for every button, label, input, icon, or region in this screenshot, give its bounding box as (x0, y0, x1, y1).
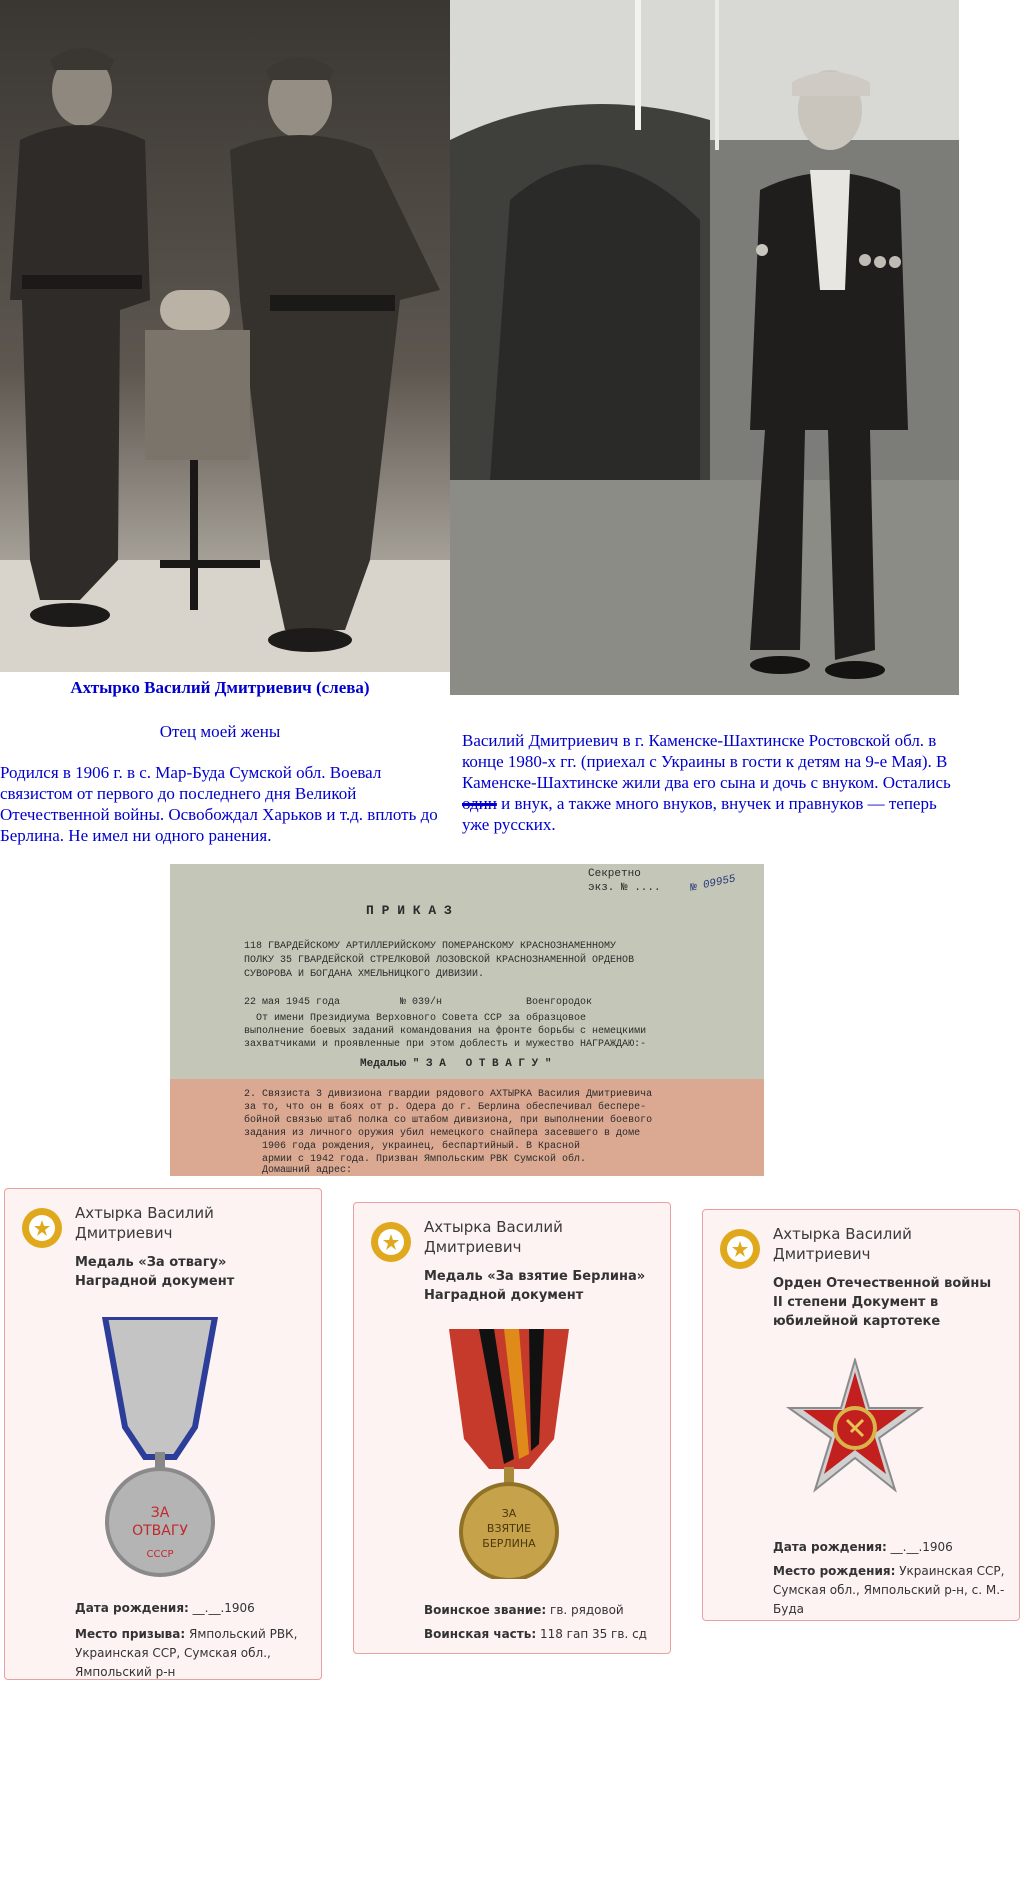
card-person-name[interactable]: Ахтырка Василий Дмитриевич (424, 1218, 563, 1256)
doc-line3: СУВОРОВА И БОГДАНА ХМЕЛЬНИЦКОГО ДИВИЗИИ. (244, 969, 485, 980)
field-label: Дата рождения: (75, 1601, 189, 1615)
order-document-scan (170, 864, 764, 1176)
caption-name: Ахтырко Василий Дмитриевич (слева) (70, 678, 370, 697)
doc-line5: выполнение боевых заданий командования на фронте борьбы с немецкими (244, 1026, 647, 1037)
caption-right-part2: и внук, а также много внуков, внучек и правнуков — теперь уже русских. (462, 794, 937, 834)
doc-date: 22 мая 1945 года № 039/н Военгородок (244, 997, 593, 1008)
field-label: Дата рождения: (773, 1540, 887, 1554)
card-draft-place (75, 1625, 315, 1680)
card-unit (424, 1625, 664, 1644)
medal-text-sssr: СССР (146, 1549, 174, 1560)
doc-line1: 118 ГВАРДЕЙСКОМУ АРТИЛЛЕРИЙСКОМУ ПОМЕРАНСКОМУ КРАСНОЗНАМЕННОМУ (244, 941, 617, 952)
doc-copy: экз. № .... (588, 882, 661, 894)
field-value: 118 гап 35 гв. сд (536, 1627, 647, 1641)
memory-badge-icon (719, 1228, 761, 1270)
field-value: __.__.1906 (886, 1540, 953, 1554)
field-label: Место рождения: (773, 1564, 896, 1578)
doc-secret: Секретно (588, 868, 641, 880)
caption-relation: Отец моей жены (159, 722, 281, 741)
doc-line2: ПОЛКУ 35 ГВАРДЕЙСКОЙ СТРЕЛКОВОЙ ЛОЗОВСКОЙ КРАСНОЗНАМЕННОЙ ОРДЕНОВ (244, 955, 635, 966)
photo-two-soldiers (0, 0, 450, 672)
medal-berlin-icon (434, 1329, 584, 1579)
doc-line12: армии с 1942 года. Призван Ямпольским РВК Сумской обл. (244, 1154, 587, 1165)
doc-line7: 2. Связиста 3 дивизиона гвардии рядового АХТЫРКА Василия Дмитриевича (244, 1089, 653, 1100)
memory-badge-icon (370, 1221, 412, 1263)
caption-biography: Родился в 1906 г. в с. Мар-Буда Сумской обл. Воевал связистом от первого до последнего дня Великой Отечественной войны. Освобождал Харьков и т.д. вплоть до Берлина. Не имел ни одного ранения. (0, 763, 438, 845)
medal-text-line1: ЗА (150, 1505, 170, 1521)
card-person-name[interactable]: Ахтырка Василий Дмитриевич (773, 1225, 912, 1263)
doc-line13: Домашний адрес: (244, 1165, 353, 1176)
doc-handwritten: № 09955 (689, 873, 737, 895)
field-value: Ямпольский РВК, Украинская ССР, Сумская обл., Ямпольский р-н (75, 1627, 298, 1679)
order-patriotic-war-icon (785, 1358, 925, 1498)
card-birth-date (75, 1599, 315, 1618)
doc-line10: задания из личного оружия убил немецкого снайпера засевшего в доме (244, 1128, 641, 1139)
doc-line8: за то, что он в боях от р. Одера до г. Берлина обеспечивал беспере- (244, 1102, 647, 1113)
card-birth-place (773, 1562, 1013, 1619)
memory-badge-icon (21, 1207, 63, 1249)
card-award-title[interactable]: Медаль «За отвагу» Наградной документ (75, 1255, 235, 1289)
caption-right-part1: Василий Дмитриевич в г. Каменске-Шахтинске Ростовской обл. в конце 1980-х гг. (приехал с Украины в гости к детям на 9-е Мая). В Каменске-Шахтинске жили два его сына и дочь с внуком. Остались (462, 731, 951, 792)
card-award-title[interactable]: Медаль «За взятие Берлина» Наградной документ (424, 1269, 646, 1303)
field-value: __.__.1906 (188, 1601, 255, 1615)
caption-photo-right (462, 730, 962, 835)
doc-title: П Р И К А З (366, 903, 452, 918)
doc-line4: От имени Президиума Верховного Совета ССР за образцовое (244, 1013, 587, 1024)
card-person-name[interactable]: Ахтырка Василий Дмитриевич (75, 1204, 214, 1242)
card-award-title[interactable]: Орден Отечественной войны II степени Документ в юбилейной картотеке (773, 1276, 992, 1329)
card-birth-date (773, 1538, 1013, 1557)
doc-line9: бойной связью штаб полка со штабом дивизиона, при выполнении боевого (244, 1115, 653, 1126)
medal-text-line2: ОТВАГУ (132, 1523, 188, 1539)
caption-right-struck: один (462, 794, 497, 813)
field-value: Украинская ССР, Сумская обл., Ямпольский р-н, с. М.-Буда (773, 1564, 1005, 1616)
award-card-order[interactable] (702, 1209, 1020, 1621)
photo-veteran-park (450, 0, 959, 695)
field-label: Воинское звание: (424, 1603, 547, 1617)
doc-line6: захватчиками и проявленные при этом доблесть и мужество НАГРАЖДАЮ:- (244, 1039, 647, 1050)
doc-medal: Медалью " З А О Т В А Г У " (360, 1058, 552, 1070)
doc-line11: 1906 года рождения, украинец, беспартийный. В Красной (244, 1141, 581, 1152)
medal-for-bravery-icon (85, 1317, 235, 1577)
award-card-bravery[interactable] (4, 1188, 322, 1680)
card-rank (424, 1601, 664, 1620)
field-label: Воинская часть: (424, 1627, 537, 1641)
field-value: гв. рядовой (546, 1603, 624, 1617)
medal-text-line1: ЗА (501, 1507, 517, 1520)
medal-text-line2: ВЗЯТИЕ (486, 1522, 532, 1535)
award-card-berlin[interactable] (353, 1202, 671, 1654)
field-label: Место призыва: (75, 1627, 186, 1641)
medal-text-line3: БЕРЛИНА (482, 1537, 536, 1550)
